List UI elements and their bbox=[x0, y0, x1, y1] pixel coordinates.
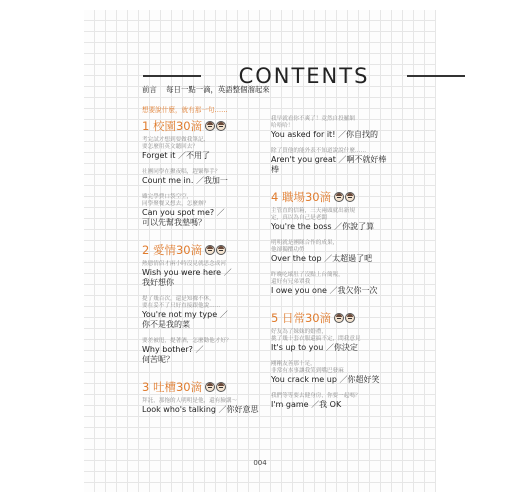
chapter-heading bbox=[271, 189, 393, 205]
entry-situation: 昨晚吃壞肚子沒點上台簡報， 還好有兄弟罩我 bbox=[271, 272, 344, 285]
page-number: 004 bbox=[253, 459, 267, 467]
title-rule-right bbox=[407, 75, 465, 77]
toc-entry bbox=[142, 169, 260, 186]
entry-situation: 除了買他的能外表不知道說說什麼…… bbox=[271, 148, 367, 154]
toc-left-column bbox=[142, 104, 260, 415]
chapter-heading bbox=[142, 242, 260, 258]
entry-phrase: Count me in. ／我加一 bbox=[142, 176, 228, 185]
entry-phrase: You asked for it! ／你自找的 bbox=[271, 130, 378, 139]
entry-situation: 要差被甩，提著酒，怎麼勸他才好？ bbox=[142, 338, 232, 344]
chapter-3 bbox=[142, 379, 260, 415]
entry-situation: 社團同學在揪夜唱，趕緊舉手？ bbox=[142, 169, 221, 175]
chapter-heading-text: 3 吐槽30滴 bbox=[142, 380, 203, 394]
entry-situation: 考完試才想到要做我筆記， 要怎麼用英文聽回去？ bbox=[142, 137, 210, 150]
entry-phrase: Over the top ／太超過了吧 bbox=[271, 254, 373, 263]
toc-entry bbox=[271, 240, 393, 264]
chapter-heading bbox=[142, 118, 260, 134]
entry-phrase: It's up to you ／你決定 bbox=[271, 343, 358, 352]
entry-situation: 我早就看你不爽了！竟然自投羅網 哈哈哈！ bbox=[271, 116, 355, 129]
toc-entry bbox=[271, 393, 393, 410]
entry-situation: 熱戀情侶才兩小時沒見就思念成河 bbox=[142, 261, 226, 267]
toc-entry bbox=[142, 194, 260, 228]
entry-phrase: You crack me up ／你超好笑 bbox=[271, 375, 380, 384]
toc-entry bbox=[271, 208, 393, 232]
entry-situation: 雖完學費口袋空空， 同學聚餐又想去，怎麼辦？ bbox=[142, 194, 210, 207]
chapter-4 bbox=[271, 189, 393, 296]
preface-label: 前言 bbox=[142, 85, 157, 94]
entry-phrase: I owe you one ／我欠你一次 bbox=[271, 286, 378, 295]
entry-situation: 主管直的信箱，三天兩頭就出新規 定，真以為自己是老闆 bbox=[271, 208, 355, 221]
toc-entry bbox=[271, 148, 393, 175]
characters-icon bbox=[205, 382, 227, 392]
entry-situation: 提了幾百次，還是知據不休， 要在妥不了只好直接跟他說…… bbox=[142, 296, 221, 309]
characters-icon bbox=[205, 121, 227, 131]
entry-phrase: Aren't you great ／啊不就好棒棒 bbox=[271, 155, 387, 174]
entry-phrase: Why bother? ／ 何苦呢？ bbox=[142, 345, 204, 364]
preface-text: 每日一點一滴，英語整個溜起來 bbox=[166, 85, 270, 94]
entry-phrase: I'm game ／我 OK bbox=[271, 400, 342, 409]
entry-phrase: Look who's talking ／你好意思 bbox=[142, 405, 259, 414]
title-rule-left bbox=[143, 75, 201, 77]
toc-entry bbox=[271, 272, 393, 296]
toc-entry bbox=[142, 338, 260, 365]
chapter-2 bbox=[142, 242, 260, 365]
entry-situation: 剛剛友善那十足， 非常有本事讓我笑到嘴巴發麻 bbox=[271, 361, 344, 374]
characters-icon bbox=[205, 245, 227, 255]
chapter-heading-text: 2 愛情30滴 bbox=[142, 243, 203, 257]
toc-entry bbox=[271, 116, 393, 140]
chapter-5 bbox=[271, 310, 393, 410]
toc-entry bbox=[271, 361, 393, 385]
entry-situation: 好友為了妹妹的婚禮， 挑了幾十套衣服還搞不定，問我意見 bbox=[271, 329, 361, 342]
preface-line bbox=[142, 84, 277, 95]
entry-phrase: Forget it ／不用了 bbox=[142, 151, 210, 160]
chapter-heading-text: 5 日常30滴 bbox=[271, 311, 332, 325]
entry-situation: 明明就是團隊合作的成果， 他卻獨攬功勞 bbox=[271, 240, 339, 253]
toc-entry bbox=[142, 296, 260, 330]
chapter-heading-text: 1 校園30滴 bbox=[142, 119, 203, 133]
entry-phrase: You're the boss ／你說了算 bbox=[271, 222, 375, 231]
entry-phrase: Wish you were here ／ 我好想你 bbox=[142, 268, 232, 287]
characters-icon bbox=[334, 192, 356, 202]
characters-icon bbox=[334, 313, 356, 323]
toc-entry bbox=[142, 137, 260, 161]
entry-situation: 我們等等要去健身房，你要一起嗎？ bbox=[271, 393, 361, 399]
entry-phrase: You're not my type ／ 你不是我的菜 bbox=[142, 310, 228, 329]
entry-situation: 拜託，那拖的人明明是他，還有臉講～ bbox=[142, 398, 238, 404]
toc-right-column bbox=[271, 116, 393, 410]
page-title: CONTENTS bbox=[238, 64, 370, 88]
chapter-1 bbox=[142, 118, 260, 228]
chapter-heading bbox=[271, 310, 393, 326]
toc-entry bbox=[271, 329, 393, 353]
chapter-heading-text: 4 職場30滴 bbox=[271, 190, 332, 204]
toc-entry bbox=[142, 261, 260, 288]
chapter-heading bbox=[142, 379, 260, 395]
entry-phrase: Can you spot me? ／ 可以先幫我墊嗎？ bbox=[142, 208, 225, 227]
toc-intro: 想要說什麼，就有那一句…… bbox=[142, 106, 228, 114]
toc-entry bbox=[142, 398, 260, 415]
